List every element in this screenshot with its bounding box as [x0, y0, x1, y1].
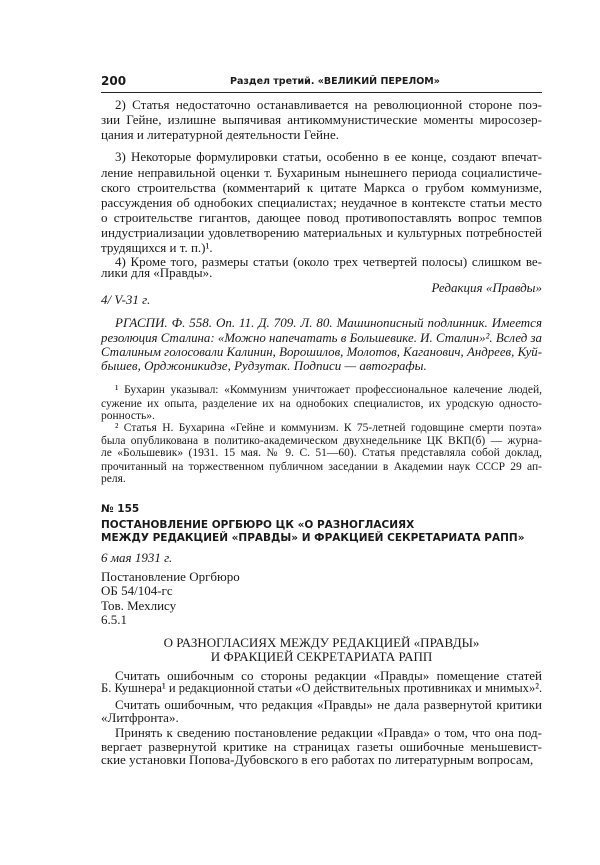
footnote-line: ² Статья Н. Бухарина «Гейне и коммунизм. К 75-летней годовщине смерти поэта»	[115, 421, 542, 434]
paragraph-line: зии Гейне, излишне выпячивая антикоммунистические моменты миросозер-	[101, 112, 542, 127]
paragraph-line: ские установки Попова-Дубовского в его работах по литературным вопросам,	[101, 752, 534, 767]
footnote-line: ¹ Бухарин указывал: «Коммунизм уничтожает профессиональное калечение людей,	[115, 383, 542, 396]
document-heading-line: № 155	[101, 503, 140, 515]
title-line: И ФРАКЦИЕЙ СЕКРЕТАРИАТА РАПП	[210, 649, 433, 664]
paragraph-line: индустриализации удовлетворению материальных и культурных потребностей	[101, 225, 542, 240]
paragraph-line: рассуждения об однобоких специалистах; неудачное в контексте статьи место	[101, 195, 542, 210]
document-heading-line: ПОСТАНОВЛЕНИЕ ОРГБЮРО ЦК «О РАЗНОГЛАСИЯХ	[101, 519, 415, 531]
footnote-line: была опубликована в политико-академическом двухнедельнике ЦК ВКП(б) — журна-	[101, 434, 542, 447]
address-line: ОБ 54/104-гс	[101, 583, 173, 598]
paragraph-line: Считать ошибочным, что редакция «Правды» не дала развернутой критики	[115, 697, 542, 712]
paragraph-line: Принять к сведению постановление редакции «Правда» о том, что она под-	[115, 725, 542, 740]
paragraph-line: вергает развернутой критике на страницах газеты ошибочные меньшевист-	[101, 739, 542, 754]
archive-note-line: РГАСПИ. Ф. 558. Оп. 11. Д. 709. Л. 80. Машинописный подлинник. Имеется	[115, 315, 542, 330]
paragraph-line: ление неправильной оценки т. Бухариным нынешнего периода социалистиче-	[101, 165, 542, 180]
signature-line: Редакция «Правды»	[431, 280, 542, 295]
address-line: 6.5.1	[101, 612, 127, 627]
archive-note-line: бышев, Орджоникидзе, Рудзутак. Подписи — автографы.	[101, 358, 427, 373]
paragraph-line: ского строительства (комментарий к цитате Маркса о грубом коммунизме,	[101, 180, 542, 195]
paragraph-line: трудящихся и т. п.)¹.	[101, 240, 213, 255]
paragraph-line: о строительстве гигантов, дающее повод противопоставлять вопрос темпов	[101, 210, 542, 225]
title-line: О РАЗНОГЛАСИЯХ МЕЖДУ РЕДАКЦИЕЙ «ПРАВДЫ»	[163, 635, 480, 650]
paragraph-line: 4) Кроме того, размеры статьи (около трех четвертей полосы) слишком ве-	[115, 254, 542, 269]
paragraph-line: лики для «Правды».	[101, 265, 213, 280]
footnote-line: ле «Большевик» (1931. 15 мая. № 9. С. 51—60). Статья представляла собой доклад,	[101, 446, 542, 459]
paragraph-line: цания и литературной деятельности Гейне.	[101, 127, 339, 142]
footnote-line: сужение их опыта, разделение их на однобоких специалистов, их уродскую односто-	[101, 397, 542, 410]
address-line: Тов. Мехлису	[101, 598, 177, 613]
page-number: 200	[101, 74, 127, 88]
paragraph-line: 3) Некоторые формулировки статьи, особенно в ее конце, создают впечат-	[115, 149, 542, 164]
running-title: Раздел третий. «ВЕЛИКИЙ ПЕРЕЛОМ»	[230, 76, 440, 87]
header-rule	[101, 92, 542, 93]
archive-note-line: резолюция Сталина: «Можно напечатать в Большевике. И. Сталин»². Вслед за	[101, 330, 542, 345]
paragraph-line: Б. Кушнера¹ и редакционной статьи «О действительных противниках и мнимых»².	[101, 680, 543, 695]
date-line: 4/ V-31 г.	[101, 292, 151, 307]
document-heading-line: МЕЖДУ РЕДАКЦИЕЙ «ПРАВДЫ» И ФРАКЦИЕЙ СЕКРЕТАРИАТА РАПП»	[101, 532, 525, 544]
address-line: Постановление Оргбюро	[101, 569, 240, 584]
archive-note-line: Сталиным голосовали Калинин, Ворошилов, Молотов, Каганович, Андреев, Куй-	[101, 344, 542, 359]
paragraph-line: Считать ошибочным со стороны редакции «Правды» помещение статей	[115, 668, 542, 683]
footnote-line: ронность».	[101, 409, 155, 422]
footnote-line: прочитанный на торжественном публичном заседании в Академии наук СССР 29 ап-	[101, 460, 542, 473]
paragraph-line: 2) Статья недостаточно останавливается на революционной стороне поэ-	[115, 97, 542, 112]
paragraph-line: «Литфронта».	[101, 710, 179, 725]
footnote-line: реля.	[101, 472, 126, 485]
date-line: 6 мая 1931 г.	[101, 550, 173, 565]
